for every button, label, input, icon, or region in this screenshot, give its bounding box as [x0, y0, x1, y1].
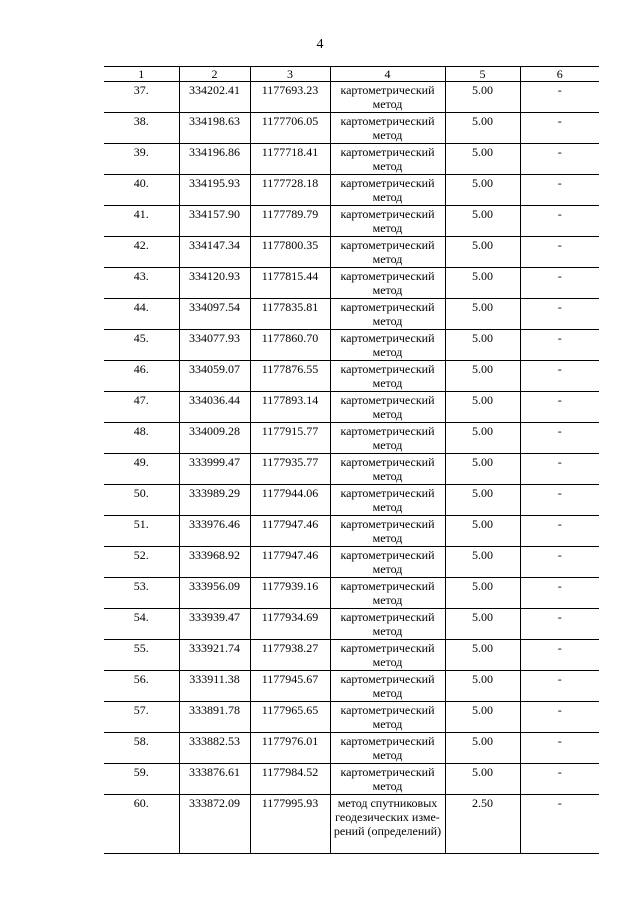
- description-cell: -: [520, 113, 599, 144]
- method-cell: картометрический метод: [330, 113, 445, 144]
- method-cell: картометрический метод: [330, 485, 445, 516]
- x-coordinate-cell: 333939.47: [179, 609, 250, 640]
- description-cell: -: [520, 795, 599, 854]
- point-number-cell: 60.: [104, 795, 179, 854]
- y-coordinate-cell: 1177976.01: [250, 733, 330, 764]
- point-number-cell: 55.: [104, 640, 179, 671]
- table-row: [104, 299, 599, 330]
- accuracy-cell: 5.00: [445, 268, 520, 299]
- description-cell: -: [520, 578, 599, 609]
- point-number-cell: 41.: [104, 206, 179, 237]
- accuracy-cell: 5.00: [445, 578, 520, 609]
- method-cell: картометрический метод: [330, 702, 445, 733]
- method-cell: картометрический метод: [330, 609, 445, 640]
- accuracy-cell: 5.00: [445, 206, 520, 237]
- description-cell: -: [520, 547, 599, 578]
- header-cell-3: 3: [250, 67, 330, 82]
- y-coordinate-cell: 1177944.06: [250, 485, 330, 516]
- table-row: [104, 392, 599, 423]
- method-cell: картометрический метод: [330, 516, 445, 547]
- point-number-cell: 50.: [104, 485, 179, 516]
- description-cell: -: [520, 764, 599, 795]
- accuracy-cell: 5.00: [445, 702, 520, 733]
- x-coordinate-cell: 334077.93: [179, 330, 250, 361]
- header-cell-1: 1: [104, 67, 179, 82]
- point-number-cell: 57.: [104, 702, 179, 733]
- point-number-cell: 54.: [104, 609, 179, 640]
- table-row: [104, 795, 599, 854]
- accuracy-cell: 5.00: [445, 82, 520, 113]
- description-cell: -: [520, 671, 599, 702]
- accuracy-cell: 5.00: [445, 113, 520, 144]
- point-number-cell: 39.: [104, 144, 179, 175]
- table-row: [104, 578, 599, 609]
- x-coordinate-cell: 334196.86: [179, 144, 250, 175]
- point-number-cell: 56.: [104, 671, 179, 702]
- description-cell: -: [520, 144, 599, 175]
- method-cell: картометрический метод: [330, 268, 445, 299]
- y-coordinate-cell: 1177815.44: [250, 268, 330, 299]
- method-cell: картометрический метод: [330, 671, 445, 702]
- description-cell: -: [520, 237, 599, 268]
- point-number-cell: 59.: [104, 764, 179, 795]
- method-cell: картометрический метод: [330, 361, 445, 392]
- x-coordinate-cell: 334036.44: [179, 392, 250, 423]
- description-cell: -: [520, 733, 599, 764]
- y-coordinate-cell: 1177938.27: [250, 640, 330, 671]
- description-cell: -: [520, 299, 599, 330]
- method-cell: картометрический метод: [330, 733, 445, 764]
- x-coordinate-cell: 334059.07: [179, 361, 250, 392]
- accuracy-cell: 2.50: [445, 795, 520, 854]
- description-cell: -: [520, 175, 599, 206]
- header-cell-5: 5: [445, 67, 520, 82]
- x-coordinate-cell: 334009.28: [179, 423, 250, 454]
- accuracy-cell: 5.00: [445, 237, 520, 268]
- y-coordinate-cell: 1177984.52: [250, 764, 330, 795]
- x-coordinate-cell: 334195.93: [179, 175, 250, 206]
- x-coordinate-cell: 333976.46: [179, 516, 250, 547]
- point-number-cell: 45.: [104, 330, 179, 361]
- header-cell-6: 6: [520, 67, 599, 82]
- point-number-cell: 48.: [104, 423, 179, 454]
- y-coordinate-cell: 1177876.55: [250, 361, 330, 392]
- y-coordinate-cell: 1177706.05: [250, 113, 330, 144]
- point-number-cell: 47.: [104, 392, 179, 423]
- accuracy-cell: 5.00: [445, 609, 520, 640]
- x-coordinate-cell: 333999.47: [179, 454, 250, 485]
- method-cell: картометрический метод: [330, 423, 445, 454]
- accuracy-cell: 5.00: [445, 330, 520, 361]
- method-cell: картометрический метод: [330, 640, 445, 671]
- x-coordinate-cell: 333882.53: [179, 733, 250, 764]
- x-coordinate-cell: 334157.90: [179, 206, 250, 237]
- point-number-cell: 53.: [104, 578, 179, 609]
- header-cell-4: 4: [330, 67, 445, 82]
- y-coordinate-cell: 1177835.81: [250, 299, 330, 330]
- table-row: [104, 82, 599, 113]
- description-cell: -: [520, 423, 599, 454]
- coordinates-table: [104, 66, 599, 854]
- x-coordinate-cell: 334097.54: [179, 299, 250, 330]
- table-row: [104, 609, 599, 640]
- accuracy-cell: 5.00: [445, 764, 520, 795]
- y-coordinate-cell: 1177915.77: [250, 423, 330, 454]
- accuracy-cell: 5.00: [445, 299, 520, 330]
- method-cell: картометрический метод: [330, 547, 445, 578]
- y-coordinate-cell: 1177860.70: [250, 330, 330, 361]
- point-number-cell: 43.: [104, 268, 179, 299]
- x-coordinate-cell: 333968.92: [179, 547, 250, 578]
- y-coordinate-cell: 1177934.69: [250, 609, 330, 640]
- accuracy-cell: 5.00: [445, 516, 520, 547]
- description-cell: -: [520, 268, 599, 299]
- table-row: [104, 454, 599, 485]
- header-cell-2: 2: [179, 67, 250, 82]
- table-row: [104, 237, 599, 268]
- y-coordinate-cell: 1177728.18: [250, 175, 330, 206]
- x-coordinate-cell: 333911.38: [179, 671, 250, 702]
- y-coordinate-cell: 1177947.46: [250, 516, 330, 547]
- y-coordinate-cell: 1177935.77: [250, 454, 330, 485]
- table-row: [104, 516, 599, 547]
- accuracy-cell: 5.00: [445, 640, 520, 671]
- table-row: [104, 640, 599, 671]
- accuracy-cell: 5.00: [445, 733, 520, 764]
- accuracy-cell: 5.00: [445, 423, 520, 454]
- method-cell: картометрический метод: [330, 764, 445, 795]
- y-coordinate-cell: 1177939.16: [250, 578, 330, 609]
- table-row: [104, 671, 599, 702]
- table-row: [104, 764, 599, 795]
- method-cell: картометрический метод: [330, 144, 445, 175]
- page-number: 4: [316, 37, 324, 52]
- x-coordinate-cell: 333876.61: [179, 764, 250, 795]
- description-cell: -: [520, 330, 599, 361]
- method-cell: картометрический метод: [330, 330, 445, 361]
- description-cell: -: [520, 454, 599, 485]
- method-cell: картометрический метод: [330, 454, 445, 485]
- y-coordinate-cell: 1177965.65: [250, 702, 330, 733]
- accuracy-cell: 5.00: [445, 547, 520, 578]
- accuracy-cell: 5.00: [445, 392, 520, 423]
- accuracy-cell: 5.00: [445, 485, 520, 516]
- point-number-cell: 52.: [104, 547, 179, 578]
- point-number-cell: 49.: [104, 454, 179, 485]
- table-row: [104, 330, 599, 361]
- method-cell: картометрический метод: [330, 237, 445, 268]
- accuracy-cell: 5.00: [445, 454, 520, 485]
- description-cell: -: [520, 361, 599, 392]
- description-cell: -: [520, 640, 599, 671]
- method-cell: картометрический метод: [330, 578, 445, 609]
- x-coordinate-cell: 333956.09: [179, 578, 250, 609]
- table-row: [104, 144, 599, 175]
- table-row: [104, 268, 599, 299]
- point-number-cell: 51.: [104, 516, 179, 547]
- table-row: [104, 547, 599, 578]
- description-cell: -: [520, 82, 599, 113]
- point-number-cell: 38.: [104, 113, 179, 144]
- x-coordinate-cell: 333921.74: [179, 640, 250, 671]
- table-row: [104, 423, 599, 454]
- x-coordinate-cell: 334147.34: [179, 237, 250, 268]
- method-cell: картометрический метод: [330, 392, 445, 423]
- accuracy-cell: 5.00: [445, 144, 520, 175]
- accuracy-cell: 5.00: [445, 175, 520, 206]
- description-cell: -: [520, 392, 599, 423]
- point-number-cell: 46.: [104, 361, 179, 392]
- method-cell: картометрический метод: [330, 206, 445, 237]
- x-coordinate-cell: 334120.93: [179, 268, 250, 299]
- x-coordinate-cell: 333872.09: [179, 795, 250, 854]
- description-cell: -: [520, 516, 599, 547]
- y-coordinate-cell: 1177893.14: [250, 392, 330, 423]
- accuracy-cell: 5.00: [445, 671, 520, 702]
- y-coordinate-cell: 1177789.79: [250, 206, 330, 237]
- table-row: [104, 702, 599, 733]
- x-coordinate-cell: 334198.63: [179, 113, 250, 144]
- method-cell: картометрический метод: [330, 299, 445, 330]
- point-number-cell: 37.: [104, 82, 179, 113]
- table-row: [104, 175, 599, 206]
- x-coordinate-cell: 333891.78: [179, 702, 250, 733]
- description-cell: -: [520, 702, 599, 733]
- table-header-row: [104, 67, 599, 82]
- y-coordinate-cell: 1177947.46: [250, 547, 330, 578]
- y-coordinate-cell: 1177800.35: [250, 237, 330, 268]
- table-row: [104, 733, 599, 764]
- table-row: [104, 206, 599, 237]
- method-cell: картометрический метод: [330, 82, 445, 113]
- point-number-cell: 58.: [104, 733, 179, 764]
- table-row: [104, 113, 599, 144]
- x-coordinate-cell: 333989.29: [179, 485, 250, 516]
- method-cell: метод спутниковых геодезических изме-рений (определений): [330, 795, 445, 854]
- y-coordinate-cell: 1177945.67: [250, 671, 330, 702]
- y-coordinate-cell: 1177995.93: [250, 795, 330, 854]
- x-coordinate-cell: 334202.41: [179, 82, 250, 113]
- y-coordinate-cell: 1177693.23: [250, 82, 330, 113]
- table-row: [104, 361, 599, 392]
- y-coordinate-cell: 1177718.41: [250, 144, 330, 175]
- method-cell: картометрический метод: [330, 175, 445, 206]
- table-row: [104, 485, 599, 516]
- description-cell: -: [520, 206, 599, 237]
- description-cell: -: [520, 609, 599, 640]
- point-number-cell: 42.: [104, 237, 179, 268]
- point-number-cell: 44.: [104, 299, 179, 330]
- accuracy-cell: 5.00: [445, 361, 520, 392]
- point-number-cell: 40.: [104, 175, 179, 206]
- description-cell: -: [520, 485, 599, 516]
